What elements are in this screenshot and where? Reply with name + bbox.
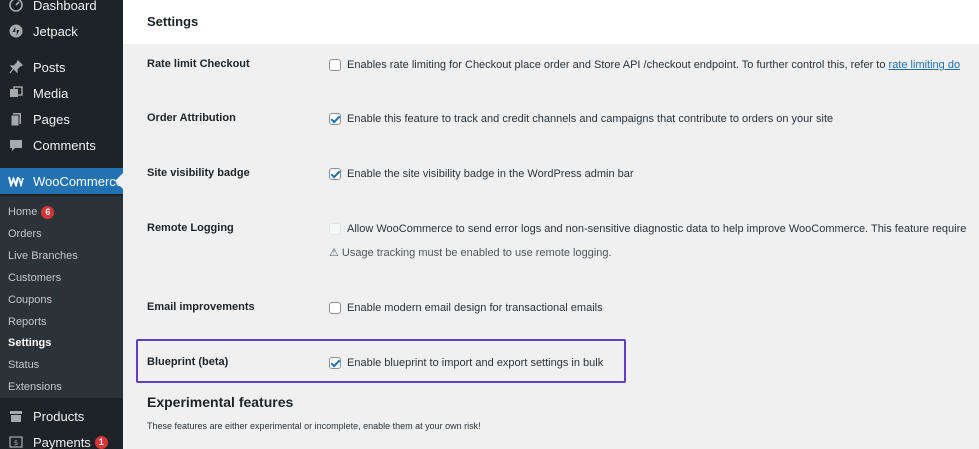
rate-limit-text: Enables rate limiting for Checkout place order and Store API /checkout endpoint. To further control this, refer to bbox=[347, 59, 889, 71]
submenu-home-label: Home bbox=[8, 206, 38, 218]
email-improvements-description: Enable modern email design for transactional emails bbox=[347, 302, 603, 314]
submenu-extensions[interactable]: Extensions bbox=[8, 381, 62, 393]
remote-logging-warning: ⚠ Usage tracking must be enabled to use remote logging. bbox=[329, 247, 612, 259]
experimental-features-description: These features are either experimental or incomplete, enable them at your own risk! bbox=[147, 421, 481, 431]
svg-text:$: $ bbox=[13, 439, 19, 447]
dashboard-icon bbox=[7, 0, 25, 12]
menu-dashboard-label: Dashboard bbox=[33, 0, 97, 13]
submenu-status[interactable]: Status bbox=[8, 359, 40, 371]
remote-logging-checkbox[interactable] bbox=[329, 223, 341, 235]
menu-media[interactable] bbox=[0, 80, 123, 106]
page-header bbox=[123, 0, 979, 44]
blueprint-label: Blueprint (beta) bbox=[147, 356, 229, 368]
current-menu-arrow bbox=[115, 173, 123, 189]
submenu-home[interactable] bbox=[8, 205, 54, 219]
submenu-reports[interactable]: Reports bbox=[8, 316, 47, 328]
order-attribution-checkbox[interactable] bbox=[329, 113, 341, 125]
menu-posts[interactable] bbox=[0, 54, 123, 80]
rate-limit-checkout-label: Rate limit Checkout bbox=[147, 58, 250, 70]
menu-payments-label: Payments bbox=[33, 434, 91, 449]
menu-comments-label: Comments bbox=[33, 137, 96, 153]
menu-payments[interactable] bbox=[0, 429, 123, 449]
home-notification-badge: 6 bbox=[41, 206, 54, 219]
experimental-features-heading: Experimental features bbox=[147, 394, 294, 410]
admin-sidebar bbox=[0, 0, 123, 449]
site-visibility-badge-description: Enable the site visibility badge in the WordPress admin bar bbox=[347, 168, 634, 180]
site-visibility-badge-checkbox[interactable] bbox=[329, 168, 341, 180]
menu-products-label: Products bbox=[33, 408, 85, 424]
site-visibility-badge-label: Site visibility badge bbox=[147, 167, 250, 179]
payments-notification-badge: 1 bbox=[95, 436, 108, 449]
submenu-settings[interactable]: Settings bbox=[8, 337, 52, 349]
comments-icon bbox=[7, 138, 25, 152]
order-attribution-description: Enable this feature to track and credit channels and campaigns that contribute to orders on your site bbox=[347, 113, 834, 125]
media-icon bbox=[7, 86, 25, 100]
remote-logging-description: Allow WooCommerce to send error logs and non-sensitive diagnostic data to help improve WooCommerce. This feature require bbox=[347, 223, 967, 235]
page-title: Settings bbox=[147, 14, 199, 29]
submenu-customers[interactable]: Customers bbox=[8, 272, 62, 284]
email-improvements-label: Email improvements bbox=[147, 301, 255, 313]
order-attribution-label: Order Attribution bbox=[147, 112, 236, 124]
woocommerce-submenu bbox=[0, 196, 123, 398]
menu-media-label: Media bbox=[33, 85, 69, 101]
menu-posts-label: Posts bbox=[33, 59, 66, 75]
menu-jetpack-label: Jetpack bbox=[33, 23, 78, 39]
jetpack-icon bbox=[7, 24, 25, 38]
menu-pages-label: Pages bbox=[33, 111, 70, 127]
menu-woocommerce[interactable] bbox=[0, 168, 123, 194]
email-improvements-checkbox[interactable] bbox=[329, 302, 341, 314]
rate-limit-checkout-description bbox=[347, 59, 960, 71]
rate-limit-checkout-checkbox[interactable] bbox=[329, 59, 341, 71]
submenu-coupons[interactable]: Coupons bbox=[8, 294, 53, 306]
submenu-live-branches[interactable]: Live Branches bbox=[8, 250, 78, 262]
payments-icon bbox=[7, 436, 25, 448]
products-icon bbox=[7, 409, 25, 423]
submenu-orders[interactable]: Orders bbox=[8, 228, 42, 240]
menu-pages[interactable] bbox=[0, 106, 123, 132]
pages-icon bbox=[7, 112, 25, 126]
woocommerce-icon bbox=[7, 175, 25, 187]
rate-limiting-docs-link[interactable]: rate limiting do bbox=[888, 59, 961, 71]
remote-logging-label: Remote Logging bbox=[147, 222, 234, 234]
menu-products[interactable] bbox=[0, 403, 123, 429]
blueprint-description: Enable blueprint to import and export settings in bulk bbox=[347, 357, 604, 369]
blueprint-checkbox[interactable] bbox=[329, 357, 341, 369]
menu-woocommerce-label: WooCommerce bbox=[32, 173, 123, 189]
menu-dashboard[interactable] bbox=[0, 0, 123, 18]
pin-icon bbox=[7, 60, 25, 74]
menu-comments[interactable] bbox=[0, 132, 123, 158]
menu-jetpack[interactable] bbox=[0, 18, 123, 44]
